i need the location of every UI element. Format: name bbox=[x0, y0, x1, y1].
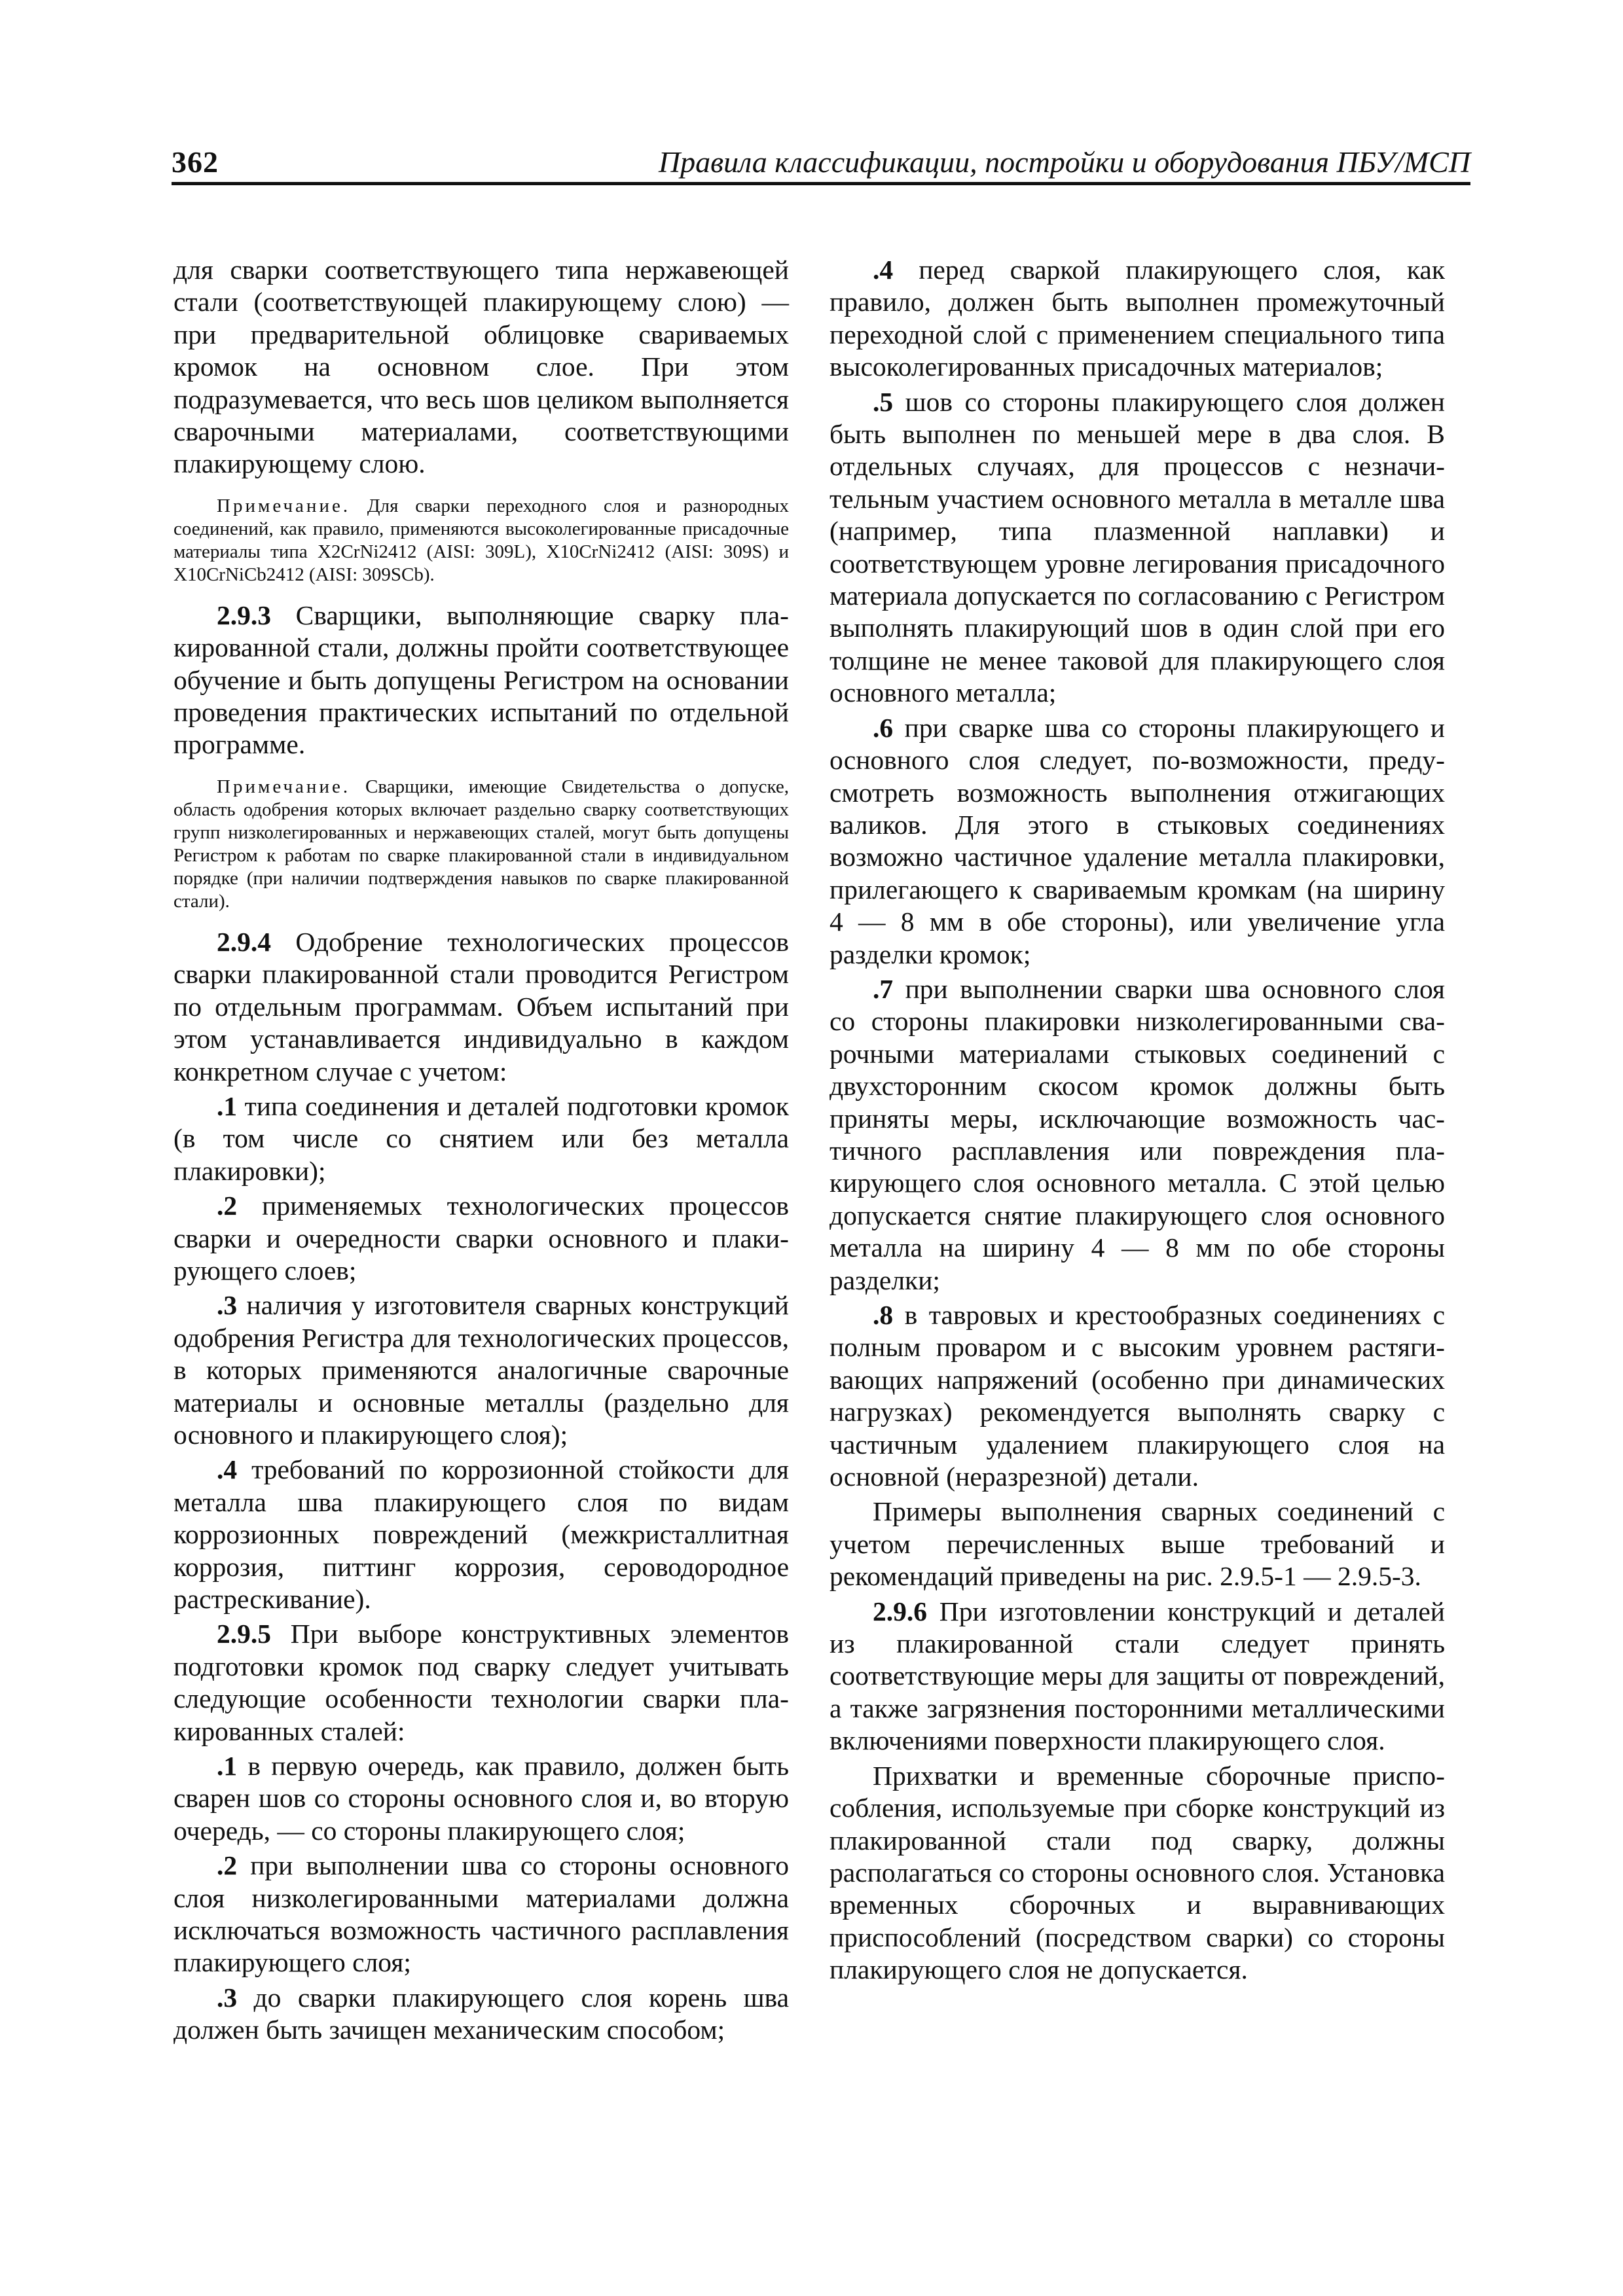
item-number: .5 bbox=[873, 386, 894, 417]
section-text: При изготовлении конструкций и деталей из плакированной стали следует принять соответствующие меры для защиты от повреждений, а также загрязнения посторонними металлическими включениями поверхности плакирующего слоя. bbox=[830, 1596, 1445, 1756]
list-item bbox=[173, 1982, 789, 2047]
item-text: в первую очередь, как правило, должен быть сварен шов со стороны основного слоя и, во вторую очередь, — со стороны плакирующего слоя; bbox=[173, 1751, 789, 1846]
item-text: перед сваркой плакирующего слоя, как правило, должен быть выполнен промежуточный переходной слой с применением специального типа высоколегированных присадочных материалов; bbox=[830, 255, 1445, 382]
item-text: при сварке шва со стороны плакирующего и основного слоя следует, по-возможности, предусмотреть возможность выполнения отжигающих валиков. Для этого в стыковых соединениях возможно частичное удаление металла плакировки, прилегающего к свариваемым кромкам (на ширину 4 — 8 мм в обе стороны), или увеличение угла разделки кромок; bbox=[830, 712, 1445, 969]
item-number: .2 bbox=[217, 1191, 238, 1221]
note-label: Примечание. bbox=[217, 776, 351, 797]
item-text: при выполнении сварки шва основного слоя со стороны плакировки низколегированными сварочными материалами стыковых соединений с двухсторонним скосом кромок должны быть приняты меры, исключающие возможность частичного расплавления или повреждения плакирующего слоя основного металла. С этой целью допускается снятие плакирующего слоя основного металла на ширину 4 — 8 мм по обе стороны разделки; bbox=[830, 973, 1445, 1295]
note-1 bbox=[173, 495, 789, 586]
item-number: .6 bbox=[873, 712, 894, 743]
item-text: наличия у изготовителя сварных конструкций одобрения Регистра для технологических процессов, в которых применяются аналогичные сварочные материалы и основные металлы (раздельно для основного и плакирующего слоя); bbox=[173, 1290, 789, 1450]
left-column bbox=[173, 254, 789, 2049]
page-header bbox=[172, 139, 1470, 185]
item-number: .3 bbox=[217, 1290, 238, 1321]
section-2-9-3 bbox=[173, 600, 789, 761]
item-number: .4 bbox=[873, 255, 894, 285]
list-item bbox=[173, 1454, 789, 1615]
list-item bbox=[173, 1289, 789, 1451]
section-text: Одобрение технологических процессов сварки плакированной стали проводится Регистром по отдельным программам. Объем испытаний при этом устанавливается индивидуально в каждом конкретном случае с учетом: bbox=[173, 926, 789, 1086]
right-column bbox=[830, 254, 1445, 1989]
list-item bbox=[830, 254, 1445, 384]
page-number: 362 bbox=[172, 145, 219, 179]
list-item bbox=[173, 1090, 789, 1187]
item-number: .7 bbox=[873, 973, 894, 1004]
paragraph-examples: Примеры выполнения сварных соединений с учетом перечисленных выше требований и рекомендаций приведены на рис. 2.9.5-1 — 2.9.5-3. bbox=[830, 1496, 1445, 1592]
note-2 bbox=[173, 776, 789, 913]
item-text: требований по коррозионной стойкости для металла шва плакирующего слоя по видам коррозионных повреждений (межкристаллитная коррозия, питтинг коррозия, сероводородное растрескивание). bbox=[173, 1454, 789, 1614]
section-number: 2.9.4 bbox=[217, 926, 271, 957]
list-item bbox=[830, 712, 1445, 971]
section-text: Сварщики, выполняющие сварку плакированной стали, должны пройти соответствующее обучение и быть допущены Регистром на основании проведения практических испытаний по отдельной программе. bbox=[173, 600, 789, 760]
section-2-9-4 bbox=[173, 926, 789, 1088]
paragraph-tacks: Прихватки и временные сборочные приспособления, используемые при сборке конструкций из плакированной стали под сварку, должны располагаться со стороны основного слоя. Установка временных сборочных и выравнивающих приспособлений (посредством сварки) со стороны плакирующего слоя не допускается. bbox=[830, 1760, 1445, 1985]
item-number: .4 bbox=[217, 1454, 238, 1485]
list-item bbox=[830, 1299, 1445, 1493]
list-item bbox=[830, 386, 1445, 709]
item-text: в тавровых и крестообразных соединениях с полным проваром и с высоким уровнем растягивающих напряжений (особенно при динамических нагрузках) рекомендуется выполнять сварку с частичным удалением плакирующего слоя на основной (неразрезной) детали. bbox=[830, 1300, 1445, 1492]
item-number: .8 bbox=[873, 1300, 894, 1330]
running-title: Правила классификации, постройки и оборудования ПБУ/МСП bbox=[658, 145, 1470, 179]
item-text: при выполнении шва со стороны основного слоя низколегированными материалами должна исключаться возможность частичного расплавления плакирующего слоя; bbox=[173, 1850, 789, 1978]
item-number: .1 bbox=[217, 1751, 238, 1782]
section-number: 2.9.6 bbox=[873, 1596, 927, 1626]
item-text: типа соединения и деталей подготовки кромок (в том числе со снятием или без металла плакировки); bbox=[173, 1090, 789, 1186]
item-text: до сварки плакирующего слоя корень шва должен быть зачищен механическим способом; bbox=[173, 1982, 789, 2045]
item-number: .2 bbox=[217, 1850, 238, 1881]
list-item bbox=[173, 1190, 789, 1287]
section-number: 2.9.5 bbox=[217, 1619, 271, 1649]
list-item bbox=[173, 1750, 789, 1847]
list-item bbox=[173, 1850, 789, 1979]
item-text: применяемых технологических процессов сварки и очередности сварки основного и плакирующего слоев; bbox=[173, 1191, 789, 1285]
section-text: При выборе конструктивных элементов подготовки кромок под сварку следует учитывать следующие особенности технологии сварки плакированных сталей: bbox=[173, 1619, 789, 1746]
paragraph-continuation: для сварки соответствующего типа нержавеющей стали (соответствующей плакирующему слою) — при предварительной облицовке свариваемых кромок на основном слое. При этом подразумевается, что весь шов целиком выполняется сварочными материалами, соответствующими плакирующему слою. bbox=[173, 255, 789, 479]
note-text: Сварщики, имеющие Свидетельства о допуске, область одобрения которых включает раздельно сварку соответствующих групп низколегированных и нержавеющих сталей, могут быть допущены Регистром к работам по сварке плакированной стали в индивидуальном порядке (при наличии подтверждения навыков по сварке плакированной стали). bbox=[173, 776, 789, 912]
item-number: .1 bbox=[217, 1090, 238, 1121]
note-label: Примечание. bbox=[217, 495, 351, 516]
section-2-9-5 bbox=[173, 1618, 789, 1748]
note-text: Для сварки переходного слоя и разнородных соединений, как правило, применяются высоколегированные присадочные материалы типа X2CrNi2412 (AISI: 309L), X10CrNi2412 (AISI: 309S) и X10CrNiCb2412 (AISI: 309SCb). bbox=[173, 495, 789, 585]
item-number: .3 bbox=[217, 1982, 238, 2013]
item-text: шов со стороны плакирующего слоя должен быть выполнен по меньшей мере в два слоя. В отдельных случаях, для процессов с незначительным участием основного металла в металле шва (например, типа плазменной наплавки) и соответствующем уровне легирования присадочного материала допускается по согласованию с Регистром выполнять плакирующий шов в один слой при его толщине не менее таковой для плакирующего слоя основного металла; bbox=[830, 386, 1445, 708]
list-item bbox=[830, 973, 1445, 1297]
section-number: 2.9.3 bbox=[217, 600, 271, 630]
section-2-9-6 bbox=[830, 1596, 1445, 1757]
